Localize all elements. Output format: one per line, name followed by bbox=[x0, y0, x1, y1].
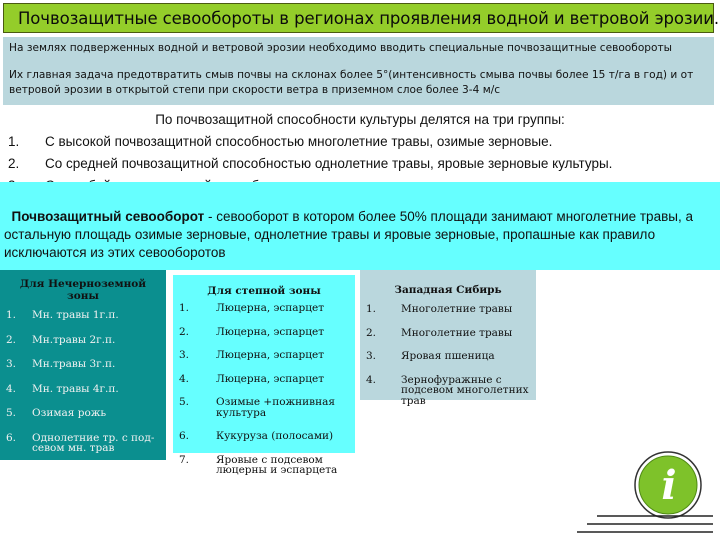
item-text: Однолетние тр. с под- севом мн. трав bbox=[32, 431, 155, 454]
list-item bbox=[8, 153, 612, 175]
item-text: Люцерна, эспарцет bbox=[216, 349, 325, 361]
item-number: 6. bbox=[6, 431, 17, 444]
rotation-list bbox=[366, 304, 530, 406]
item-number: 4. bbox=[6, 382, 17, 395]
list-item bbox=[6, 408, 160, 419]
item-text: Многолетние травы bbox=[401, 303, 513, 315]
item-number: 1. bbox=[179, 302, 190, 314]
definition-text: - севооборот в котором более 50% площади занимают многолетние травы, а остальную площадь озимые зерновые, однолетние травы и яровые зерновые, пропашные как правило исключаются из этих севооборотов bbox=[4, 209, 693, 260]
list-item bbox=[179, 303, 349, 314]
decorative-lines bbox=[575, 508, 715, 538]
item-number: 5. bbox=[6, 407, 17, 419]
intro-paragraph-1: На землях подверженных водной и ветровой эрозии необходимо вводить специальные почвозащитные севообороты bbox=[9, 42, 673, 54]
list-item bbox=[6, 310, 160, 321]
item-text: Люцерна, эспарцет bbox=[216, 372, 325, 385]
intro-box bbox=[3, 37, 714, 105]
list-item bbox=[366, 304, 530, 315]
list-item bbox=[179, 431, 349, 442]
item-text: Озимые +пожнивная культура bbox=[216, 396, 335, 419]
list-item bbox=[179, 455, 349, 476]
rotation-list bbox=[179, 303, 349, 476]
item-number: 3. bbox=[6, 358, 17, 370]
region-title: Западная Сибирь bbox=[394, 284, 502, 296]
list-item bbox=[6, 335, 160, 346]
item-text: Мн.травы 2г.п. bbox=[32, 333, 116, 346]
item-text: Люцерна, эспарцет bbox=[216, 325, 325, 338]
item-number: 1. bbox=[6, 309, 17, 321]
item-number: 4. bbox=[179, 372, 190, 385]
definition-box bbox=[0, 182, 720, 270]
item-number: 6. bbox=[179, 430, 190, 442]
info-icon-glyph: i bbox=[661, 462, 677, 509]
list-item bbox=[179, 397, 349, 418]
region-title: Для степной зоны bbox=[207, 285, 321, 297]
region-steppe bbox=[173, 275, 355, 476]
item-number: 5. bbox=[179, 396, 190, 408]
list-item bbox=[366, 375, 530, 407]
item-text: Многолетние травы bbox=[401, 326, 513, 339]
region-title: Для Нечерноземной зоны bbox=[19, 278, 147, 302]
list-item bbox=[179, 374, 349, 385]
item-number: 3. bbox=[366, 350, 377, 362]
list-item bbox=[6, 384, 160, 395]
item-text: Люцерна, эспарцет bbox=[216, 302, 325, 314]
item-number: 2. bbox=[6, 333, 17, 346]
list-item bbox=[6, 433, 160, 454]
item-text: Мн. травы 1г.п. bbox=[32, 309, 119, 321]
definition-paragraph bbox=[4, 208, 710, 262]
item-number: 1. bbox=[366, 303, 377, 315]
item-text: Кукуруза (полосами) bbox=[216, 430, 334, 442]
item-number: 2. bbox=[179, 325, 190, 338]
item-text: С высокой почвозащитной способностью многолетние травы, озимые зерновые. bbox=[45, 134, 553, 149]
item-number: 4. bbox=[366, 373, 377, 386]
definition-term: Почвозащитный севооборот bbox=[11, 209, 205, 224]
list-item bbox=[6, 359, 160, 370]
list-item bbox=[179, 327, 349, 338]
item-text: Яровая пшеница bbox=[401, 350, 495, 362]
rotation-list bbox=[6, 310, 160, 454]
list-item bbox=[366, 351, 530, 362]
list-item bbox=[179, 350, 349, 361]
item-text: Мн. травы 4г.п. bbox=[32, 382, 119, 395]
item-number: 3. bbox=[179, 349, 190, 361]
item-number: 1. bbox=[8, 134, 20, 149]
page-title: Почвозащитные севообороты в регионах проявления водной и ветровой эрозии. bbox=[18, 9, 719, 28]
title-bar bbox=[3, 3, 719, 33]
item-number: 2. bbox=[366, 326, 377, 339]
region-nonchernozem bbox=[0, 270, 166, 460]
item-text: Яровые с подсевом люцерны и эспарцета bbox=[216, 453, 338, 476]
list-item bbox=[8, 131, 612, 153]
item-text: Зернофуражные с подсевом многолетних трав bbox=[401, 373, 529, 407]
list-item bbox=[366, 328, 530, 339]
item-text: Озимая рожь bbox=[32, 407, 107, 419]
region-west-siberia bbox=[360, 270, 536, 407]
item-text: Мн.травы 3г.п. bbox=[32, 358, 116, 370]
item-text: Со средней почвозащитной способностью однолетние травы, яровые зерновые культуры. bbox=[45, 156, 613, 171]
item-number: 2. bbox=[8, 156, 20, 171]
intro-paragraph-2: Их главная задача предотвратить смыв почвы на склонах более 5°(интенсивность смыва почвы более 15 т/га в год) и от ветровой эрозии в открытой степи при скорости ветра в приземном слое более 3-4 м/с bbox=[9, 69, 694, 96]
item-number: 7. bbox=[179, 453, 190, 466]
groups-heading: По почвозащитной способности культуры делятся на три группы: bbox=[155, 112, 565, 127]
